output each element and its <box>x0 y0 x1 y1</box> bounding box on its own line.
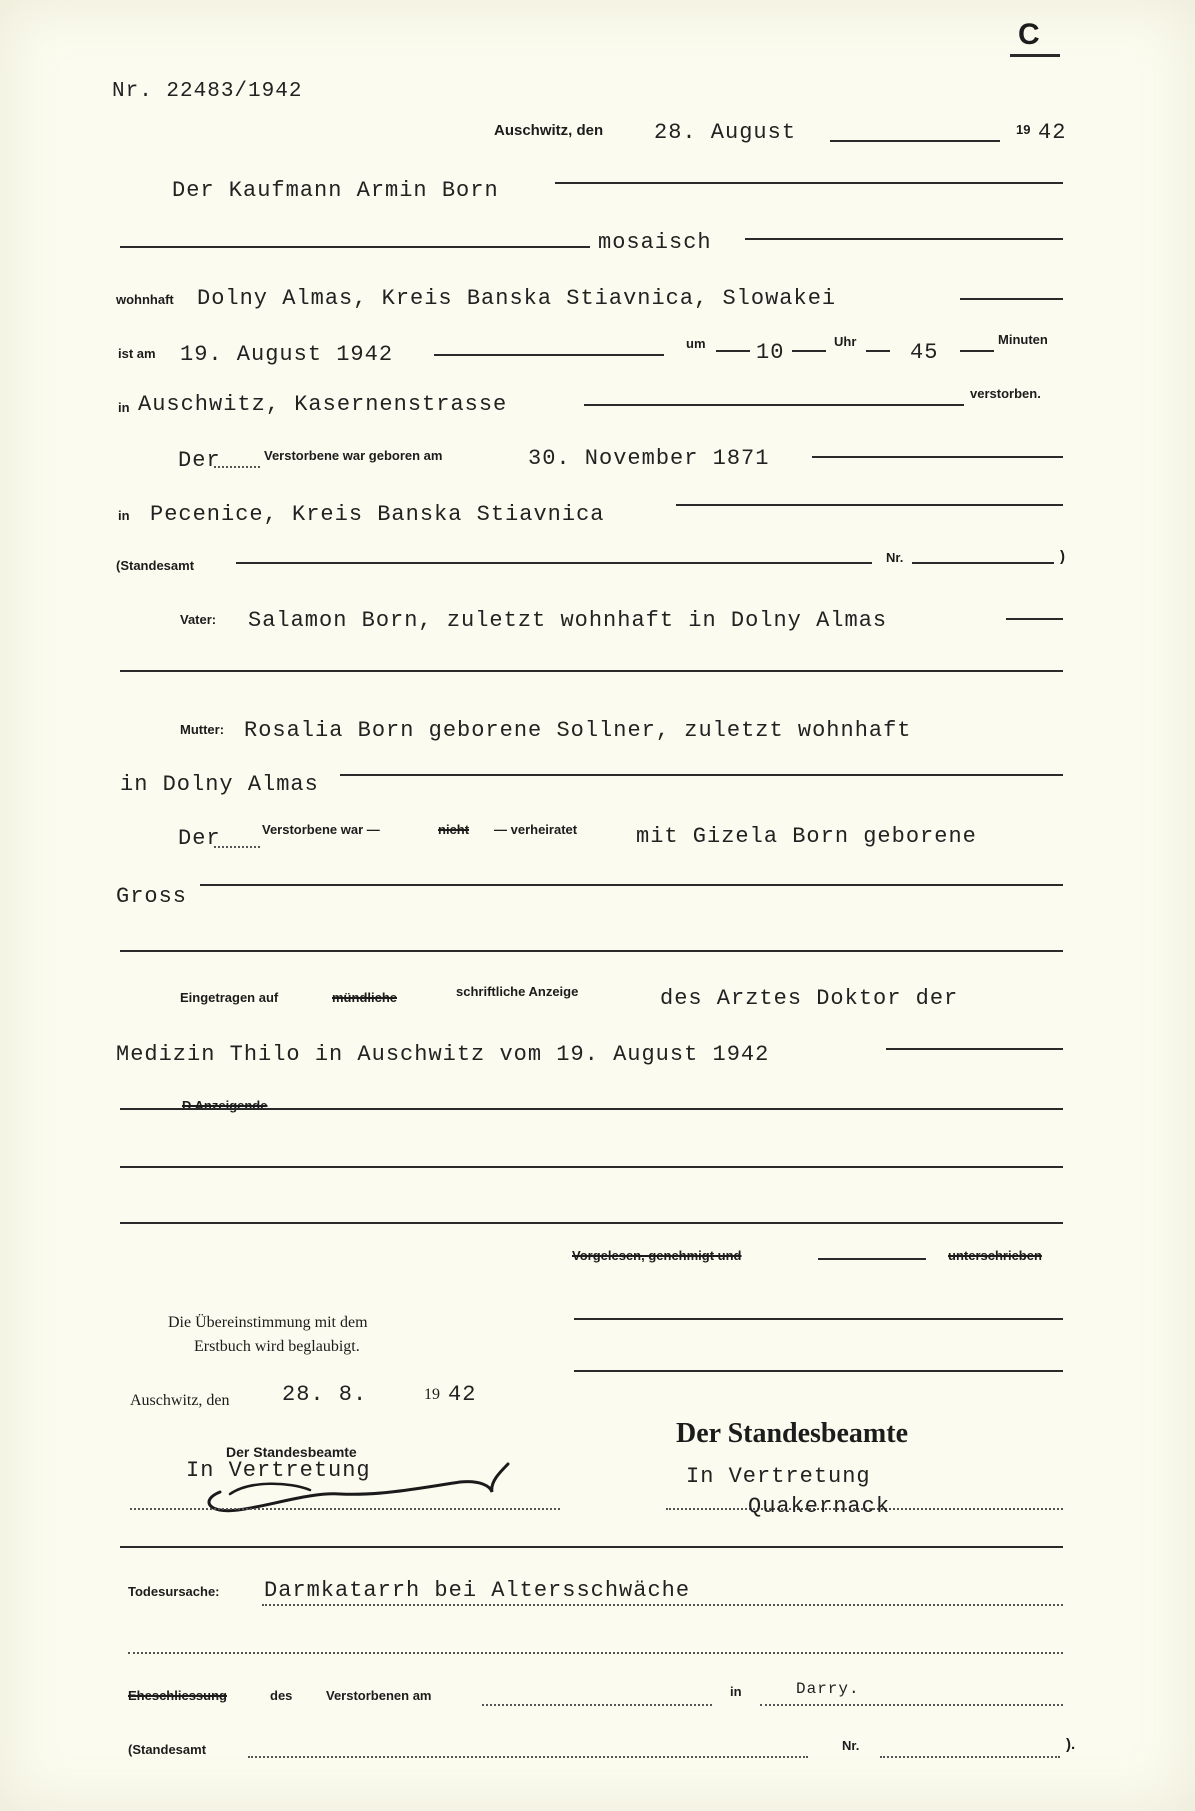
standesamt-label: (Standesamt <box>116 558 195 573</box>
hour-line-left <box>716 350 750 352</box>
minuten-label: Minuten <box>998 332 1048 347</box>
anzeigende-line-3 <box>120 1222 1063 1224</box>
date-line <box>830 140 1000 142</box>
mutter-label: Mutter: <box>180 722 225 737</box>
cert-year-prefix: 19 <box>424 1386 440 1403</box>
document-date: 28. August <box>654 120 797 145</box>
birth-place-line <box>676 504 1063 506</box>
birth-place: Pecenice, Kreis Banska Stiavnica <box>150 502 605 527</box>
vater: Salamon Born, zuletzt wohnhaft in Dolny Almas <box>248 608 888 633</box>
section-divider <box>120 1546 1063 1548</box>
vorgelesen-label: Vorgelesen, genehmigt und <box>572 1248 742 1263</box>
year-suffix: 42 <box>1038 120 1067 145</box>
marriage-label2: — verheiratet <box>494 822 578 837</box>
religion: mosaisch <box>598 230 712 255</box>
um-label: um <box>686 336 706 351</box>
marriage-place-dots <box>760 1704 1063 1706</box>
marriage-line-2 <box>120 950 1063 952</box>
small-standesbeamte: Der Standesbeamte <box>226 1444 357 1460</box>
marriage-date-dots <box>482 1704 712 1706</box>
minute-line-left <box>866 350 890 352</box>
death-place: Auschwitz, Kasernenstrasse <box>138 392 508 417</box>
verstorben-label: verstorben. <box>970 386 1041 401</box>
spouse-line <box>200 884 1063 886</box>
certify-line1: Die Übereinstimmung mit dem <box>168 1314 368 1331</box>
deceased-name: Der Kaufmann Armin Born <box>172 178 499 203</box>
cert-place: Auschwitz, den <box>130 1392 230 1409</box>
anzeigende-line <box>120 1108 1063 1110</box>
born-prefix: Der <box>178 448 221 473</box>
mutter-line2-text: in Dolny Almas <box>120 772 319 797</box>
vorgelesen-line <box>818 1258 926 1260</box>
mutter: Rosalia Born geborene Sollner, zuletzt wohnhaft <box>244 718 912 743</box>
residence-line <box>960 298 1063 300</box>
in-label: in <box>118 400 130 415</box>
entry-line <box>886 1048 1063 1050</box>
footer-standesamt-label: (Standesamt <box>128 1742 207 1757</box>
death-date: 19. August 1942 <box>180 342 394 367</box>
standesamt-close: ) <box>1060 548 1065 565</box>
entry-label: Eingetragen auf <box>180 990 279 1005</box>
religion-line-left <box>120 246 590 248</box>
vater-line <box>1006 618 1063 620</box>
footer-standesamt-dots <box>248 1756 808 1758</box>
cause: Darmkatarrh bei Altersschwäche <box>264 1578 691 1603</box>
marriage-footer-label3: Verstorbenen am <box>326 1688 432 1703</box>
signature-line-1 <box>574 1318 1063 1320</box>
hour-line-right <box>792 350 826 352</box>
cause-dots <box>262 1604 1063 1606</box>
uhr-label: Uhr <box>834 334 857 349</box>
minute-line-right <box>960 350 994 352</box>
anzeigende-line-2 <box>120 1166 1063 1168</box>
anzeigende-label: D Anzeigende <box>182 1098 268 1113</box>
vater-label: Vater: <box>180 612 217 627</box>
marriage-nicht: nicht <box>438 822 470 837</box>
nr-label: Nr. <box>886 550 904 565</box>
birth-date: 30. November 1871 <box>528 446 770 471</box>
unterschrieben-label: unterschrieben <box>948 1248 1042 1263</box>
born-dots <box>214 466 260 468</box>
standesamt-line <box>236 562 872 564</box>
certify-line2: Erstbuch wird beglaubigt. <box>194 1338 360 1355</box>
entry-label2: schriftliche Anzeige <box>456 984 579 999</box>
in-vertretung-right: In Vertretung <box>686 1464 871 1489</box>
death-place-line <box>584 404 964 406</box>
marriage-prefix: Der <box>178 826 221 851</box>
official-name: Quakernack <box>748 1494 891 1519</box>
cert-year: 42 <box>448 1382 477 1407</box>
place-date-label: Auschwitz, den <box>494 122 604 139</box>
death-minutes: 45 <box>910 340 939 365</box>
register-number: Nr. 22483/1942 <box>112 80 303 103</box>
name-line <box>555 182 1063 184</box>
entry-muendliche: mündliche <box>332 990 398 1005</box>
corner-underline <box>1010 54 1060 57</box>
signature-line-2 <box>574 1370 1063 1372</box>
cert-date: 28. 8. <box>282 1382 368 1407</box>
death-hour: 10 <box>756 340 785 365</box>
religion-line-right <box>745 238 1063 240</box>
marriage-label1: Verstorbene war — <box>262 822 380 837</box>
birth-date-line <box>812 456 1063 458</box>
death-date-line <box>434 354 664 356</box>
nr-line <box>912 562 1054 564</box>
in-vertretung-left: In Vertretung <box>186 1458 371 1483</box>
marriage-dots <box>214 846 260 848</box>
left-signature-dots <box>130 1508 560 1510</box>
spouse-line2-text: Gross <box>116 884 188 909</box>
marriage-footer-label2: des <box>270 1688 293 1703</box>
marriage-place-note: Darry. <box>796 1680 860 1698</box>
footer-nr-label: Nr. <box>842 1738 860 1753</box>
footer-nr-dots <box>880 1756 1060 1758</box>
footer-end: ). <box>1066 1736 1076 1753</box>
entry-text2: Medizin Thilo in Auschwitz vom 19. August 1942 <box>116 1042 770 1067</box>
year-prefix: 19 <box>1016 122 1031 137</box>
spouse: mit Gizela Born geborene <box>636 824 977 849</box>
standesbeamte-heading: Der Standesbeamte <box>676 1418 909 1449</box>
cause-dots-2 <box>128 1652 1063 1654</box>
marriage-in-label: in <box>730 1684 742 1699</box>
born-label: Verstorbene war geboren am <box>264 448 443 463</box>
mutter-line <box>340 774 1063 776</box>
corner-mark: C <box>1018 18 1040 51</box>
handwritten-signature <box>190 1452 590 1522</box>
birth-in-label: in <box>118 508 130 523</box>
vater-line-2 <box>120 670 1063 672</box>
entry-text1: des Arztes Doktor der <box>660 986 959 1011</box>
residence-label: wohnhaft <box>116 292 174 307</box>
residence: Dolny Almas, Kreis Banska Stiavnica, Slowakei <box>197 286 837 311</box>
marriage-footer-label: Eheschliessung <box>128 1688 227 1703</box>
died-label: ist am <box>118 346 156 361</box>
cause-label: Todesursache: <box>128 1584 220 1599</box>
